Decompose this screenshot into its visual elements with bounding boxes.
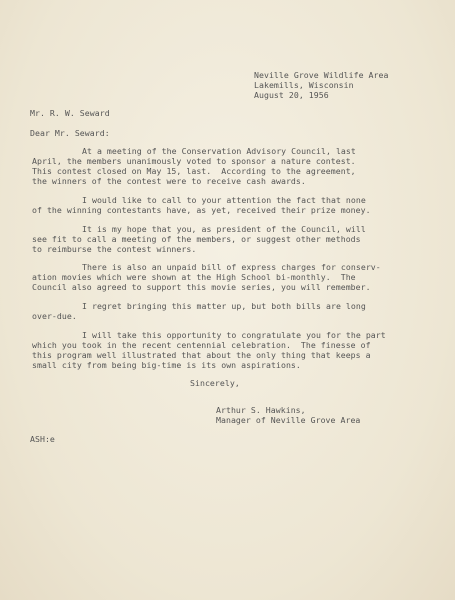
paragraph-line: the winners of the contest were to receive cash awards. [32,176,306,186]
paragraph-line: April, the members unanimously voted to sponsor a nature contest. [32,156,356,166]
paragraph-line: It is my hope that you, as president of the Council, will [82,224,366,234]
salutation: Dear Mr. Seward: [30,128,110,138]
closing: Sincerely, [190,378,240,388]
paragraph-line: Council also agreed to support this movie series, you will remember. [32,282,371,292]
heading-organization: Neville Grove Wildlife Area [254,70,389,80]
paragraph-line: which you took in the recent centennial celebration. The finesse of [32,340,371,350]
signature-name: Arthur S. Hawkins, [216,405,306,415]
paragraph-line: I regret bringing this matter up, but both bills are long [82,301,366,311]
paragraph-line: over-due. [32,311,77,321]
paragraph-line: this program well illustrated that about the only thing that keeps a [32,350,371,360]
paragraph-line: I would like to call to your attention the fact that none [82,195,366,205]
heading-date: August 20, 1956 [254,90,329,100]
paragraph-line: At a meeting of the Conservation Advisory Council, last [82,146,356,156]
paragraph-line: see fit to call a meeting of the members, or suggest other methods [32,234,361,244]
typist-initials: ASH:e [30,434,55,444]
signature-title: Manager of Neville Grove Area [216,415,361,425]
recipient-name: Mr. R. W. Seward [30,108,110,118]
paragraph-line: to reimburse the contest winners. [32,244,197,254]
paragraph-line: This contest closed on May 15, last. According to the agreement, [32,166,356,176]
paragraph-line: I will take this opportunity to congratulate you for the part [82,330,386,340]
paragraph-line: There is also an unpaid bill of express charges for conserv- [82,262,381,272]
paragraph-line: ation movies which were shown at the High School bi-monthly. The [32,272,356,282]
paragraph-line: of the winning contestants have, as yet, received their prize money. [32,205,371,215]
heading-location: Lakemills, Wisconsin [254,80,354,90]
paragraph-line: small city from being big-time is its own aspirations. [32,360,301,370]
